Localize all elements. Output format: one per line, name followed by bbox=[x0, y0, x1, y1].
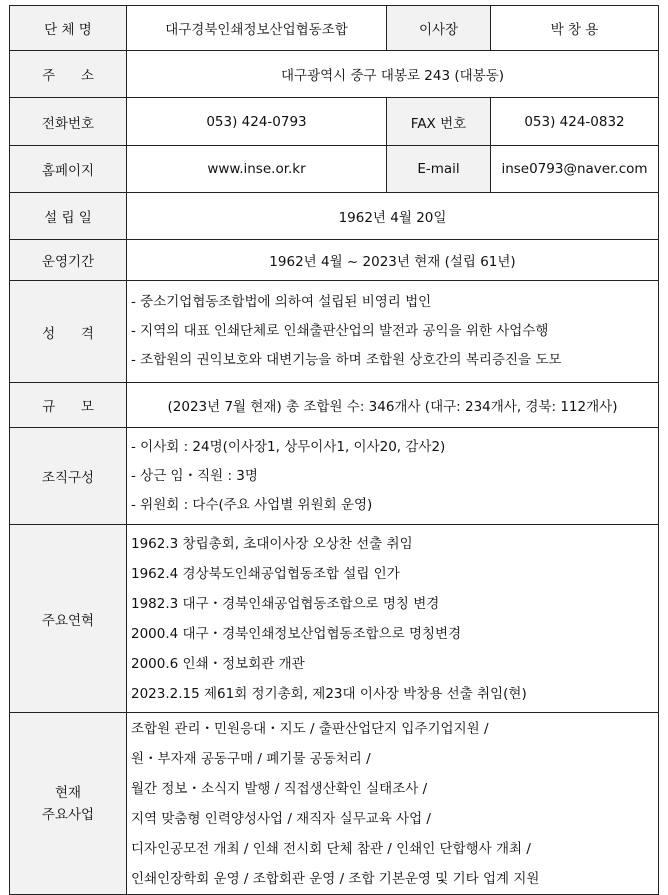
label-business-line2: 주요사업 bbox=[41, 806, 95, 823]
value-phone: 053) 424-0793 bbox=[127, 98, 387, 146]
row-scale bbox=[10, 383, 659, 428]
value-homepage[interactable]: www.inse.or.kr bbox=[127, 146, 387, 193]
business-line: 조합원 관리・민원응대・지도 / 출판산업단지 입주기업지원 / bbox=[131, 720, 489, 737]
value-org-name: 대구경북인쇄정보산업협동조합 bbox=[127, 6, 387, 51]
row-organization bbox=[10, 428, 659, 525]
row-name bbox=[10, 6, 659, 51]
label-chairman: 이사장 bbox=[387, 6, 491, 51]
label-business-line1: 현재 bbox=[54, 784, 82, 801]
business-line: 월간 정보・소식지 발행 / 직접생산확인 실태조사 / bbox=[131, 780, 428, 797]
value-fax: 053) 424-0832 bbox=[491, 98, 659, 146]
history-item: 1982.3 대구・경북인쇄공업협동조합으로 명칭 변경 bbox=[131, 595, 440, 612]
character-line: - 조합원의 권익보호와 대변기능을 하며 조합원 상호간의 복리증진을 도모 bbox=[131, 352, 562, 368]
label-business bbox=[10, 713, 127, 895]
history-item: 2000.4 대구・경북인쇄정보산업협동조합으로 명칭변경 bbox=[131, 625, 462, 642]
value-organization bbox=[127, 428, 659, 525]
label-fax: FAX 번호 bbox=[387, 98, 491, 146]
business-line: 디자인공모전 개최 / 인쇄 전시회 단체 참관 / 인쇄인 단합행사 개최 / bbox=[131, 840, 531, 857]
label-address: 주 소 bbox=[10, 51, 127, 98]
row-founded bbox=[10, 193, 659, 240]
label-scale: 규 모 bbox=[10, 383, 127, 428]
label-homepage: 홈페이지 bbox=[10, 146, 127, 193]
value-chairman: 박 창 용 bbox=[491, 6, 659, 51]
row-period bbox=[10, 240, 659, 281]
history-item: 1962.4 경상북도인쇄공업협동조합 설립 인가 bbox=[131, 565, 400, 582]
value-character bbox=[127, 281, 659, 383]
value-history bbox=[127, 525, 659, 713]
value-address: 대구광역시 중구 대봉로 243 (대봉동) bbox=[127, 51, 659, 98]
organization-line: - 상근 임・직원 : 3명 bbox=[131, 467, 258, 484]
label-character: 성 격 bbox=[10, 281, 127, 383]
value-period: 1962년 4월 ~ 2023년 현재 (설립 61년) bbox=[127, 240, 659, 281]
label-organization: 조직구성 bbox=[10, 428, 127, 525]
row-business bbox=[10, 713, 659, 895]
business-line: 인쇄인장학회 운영 / 조합회관 운영 / 조합 기본운영 및 기타 업계 지원 bbox=[131, 870, 540, 887]
history-item: 2000.6 인쇄・정보회관 개관 bbox=[131, 655, 305, 672]
label-founded: 설 립 일 bbox=[10, 193, 127, 240]
organization-info-table bbox=[9, 5, 659, 895]
row-character bbox=[10, 281, 659, 383]
row-address bbox=[10, 51, 659, 98]
label-phone: 전화번호 bbox=[10, 98, 127, 146]
row-history bbox=[10, 525, 659, 713]
organization-line: - 이사회 : 24명(이사장1, 상무이사1, 이사20, 감사2) bbox=[131, 438, 446, 455]
value-founded: 1962년 4월 20일 bbox=[127, 193, 659, 240]
character-line: - 중소기업협동조합법에 의하여 설립된 비영리 법인 bbox=[131, 294, 432, 310]
row-homepage bbox=[10, 146, 659, 193]
character-line: - 지역의 대표 인쇄단체로 인쇄출판산업의 발전과 공익을 위한 사업수행 bbox=[131, 323, 549, 339]
business-line: 원・부자재 공동구매 / 폐기물 공동처리 / bbox=[131, 750, 371, 767]
business-line: 지역 맞춤형 인력양성사업 / 재직자 실무교육 사업 / bbox=[131, 810, 431, 827]
value-scale: (2023년 7월 현재) 총 조합원 수: 346개사 (대구: 234개사, 경북: 112개사) bbox=[127, 383, 659, 428]
label-period: 운영기간 bbox=[10, 240, 127, 281]
history-item: 1962.3 창립총회, 초대이사장 오상찬 선출 취임 bbox=[131, 535, 413, 552]
value-email[interactable]: inse0793@naver.com bbox=[491, 146, 659, 193]
row-phone bbox=[10, 98, 659, 146]
label-email: E-mail bbox=[387, 146, 491, 193]
history-item: 2023.2.15 제61회 정기총회, 제23대 이사장 박창용 선출 취임(현) bbox=[131, 685, 527, 702]
organization-line: - 위원회 : 다수(주요 사업별 위원회 운영) bbox=[131, 496, 373, 513]
label-org-name: 단 체 명 bbox=[10, 6, 127, 51]
label-history: 주요연혁 bbox=[10, 525, 127, 713]
value-business bbox=[127, 713, 659, 895]
